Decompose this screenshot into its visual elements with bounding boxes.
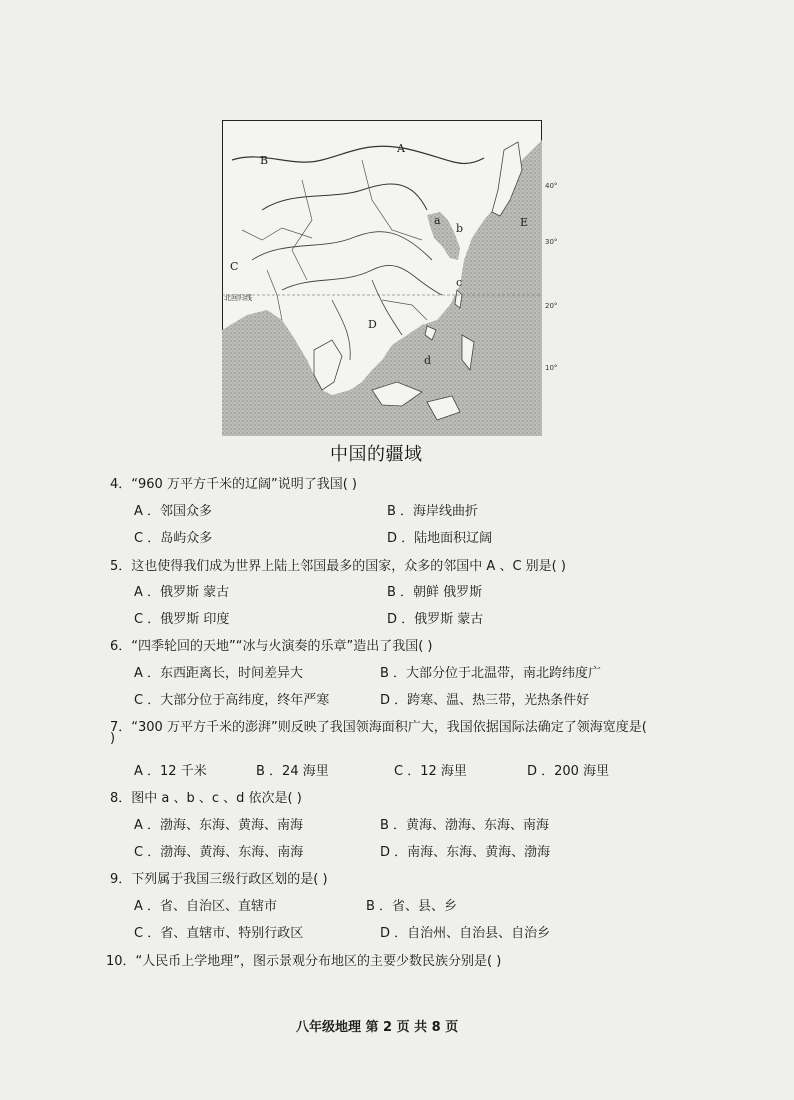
question-number: 10 — [106, 954, 123, 969]
question-number: 8 — [110, 791, 119, 806]
question-7 — [110, 716, 647, 735]
map-label-d: d — [424, 354, 432, 367]
map-label-A: A — [397, 142, 405, 155]
question-stem: ．“四季轮回的天地”“冰与火演奏的乐章”造出了我国( ) — [118, 639, 433, 654]
map-label-D: D — [368, 318, 377, 331]
question-8 — [110, 787, 302, 806]
china-territory-map — [222, 120, 542, 436]
option-a[interactable]: A ．邻国众多 — [134, 504, 213, 519]
option-d[interactable]: D ．陆地面积辽阔 — [387, 531, 493, 546]
question-stem: ．图中 a 、b 、c 、d 依次是( ) — [118, 791, 302, 806]
question-stem: ．“300 万平方千米的澎湃”则反映了我国领海面积广大，我国依据国际法确定了领海宽度是( — [118, 720, 647, 735]
latitude-label: 30° — [545, 238, 558, 246]
map-label-a: a — [434, 214, 441, 227]
option-c[interactable]: C ．12 海里 — [394, 764, 467, 779]
question-number: 9 — [110, 872, 119, 887]
question-number: 5 — [110, 559, 119, 574]
question-10 — [106, 950, 501, 969]
option-b[interactable]: B ．大部分位于北温带，南北跨纬度广 — [380, 666, 602, 681]
map-figure — [222, 120, 542, 436]
option-a[interactable]: A ．东西距离长，时间差异大 — [134, 666, 304, 681]
option-c[interactable]: C ．大部分位于高纬度，终年严寒 — [134, 693, 330, 708]
latitude-label: 10° — [545, 364, 558, 372]
question-4 — [110, 473, 357, 492]
page-footer: 八年级地理 第 2 页 共 8 页 — [296, 1020, 459, 1035]
question-stem: ．“960 万平方千米的辽阔”说明了我国( ) — [118, 477, 357, 492]
question-number: 6 — [110, 639, 119, 654]
question-number: 7 — [110, 720, 119, 735]
map-title: 中国的疆域 — [330, 444, 423, 465]
question-number: 4 — [110, 477, 119, 492]
option-a[interactable]: A ．俄罗斯 蒙古 — [134, 585, 230, 600]
option-c[interactable]: C ．渤海、黄海、东海、南海 — [134, 845, 304, 860]
map-label-C: C — [230, 260, 239, 273]
map-label-b: b — [456, 222, 464, 235]
map-label-c: c — [456, 276, 463, 289]
option-a[interactable]: A ．12 千米 — [134, 764, 207, 779]
map-label-tropic: 北回归线 — [224, 295, 252, 302]
option-b[interactable]: B ．省、县、乡 — [366, 899, 458, 914]
question-stem: ．下列属于我国三级行政区划的是( ) — [118, 872, 328, 887]
question-5 — [110, 555, 566, 574]
option-a[interactable]: A ．渤海、东海、黄海、南海 — [134, 818, 304, 833]
question-stem-continued: ) — [110, 731, 116, 746]
question-9 — [110, 868, 328, 887]
option-b[interactable]: B ．朝鲜 俄罗斯 — [387, 585, 483, 600]
map-label-B: B — [260, 154, 269, 167]
option-c[interactable]: C ．岛屿众多 — [134, 531, 213, 546]
option-b[interactable]: B ．黄海、渤海、东海、南海 — [380, 818, 550, 833]
option-b[interactable]: B ．24 海里 — [256, 764, 329, 779]
option-d[interactable]: D ．南海、东海、黄海、渤海 — [380, 845, 551, 860]
option-d[interactable]: D ．俄罗斯 蒙古 — [387, 612, 484, 627]
option-a[interactable]: A ．省、自治区、直辖市 — [134, 899, 278, 914]
option-d[interactable]: D ．200 海里 — [527, 764, 610, 779]
question-stem: ．“人民币上学地理”，图示景观分布地区的主要少数民族分别是( ) — [122, 954, 502, 969]
option-c[interactable]: C ．俄罗斯 印度 — [134, 612, 230, 627]
option-d[interactable]: D ．自治州、自治县、自治乡 — [380, 926, 551, 941]
question-6 — [110, 635, 433, 654]
option-c[interactable]: C ．省、直辖市、特别行政区 — [134, 926, 304, 941]
map-label-E: E — [520, 216, 529, 229]
latitude-label: 40° — [545, 182, 558, 190]
option-b[interactable]: B ．海岸线曲折 — [387, 504, 479, 519]
latitude-label: 20° — [545, 302, 558, 310]
question-stem: ．这也使得我们成为世界上陆上邻国最多的国家，众多的邻国中 A 、C 别是( ) — [118, 559, 566, 574]
option-d[interactable]: D ．跨寒、温、热三带，光热条件好 — [380, 693, 590, 708]
